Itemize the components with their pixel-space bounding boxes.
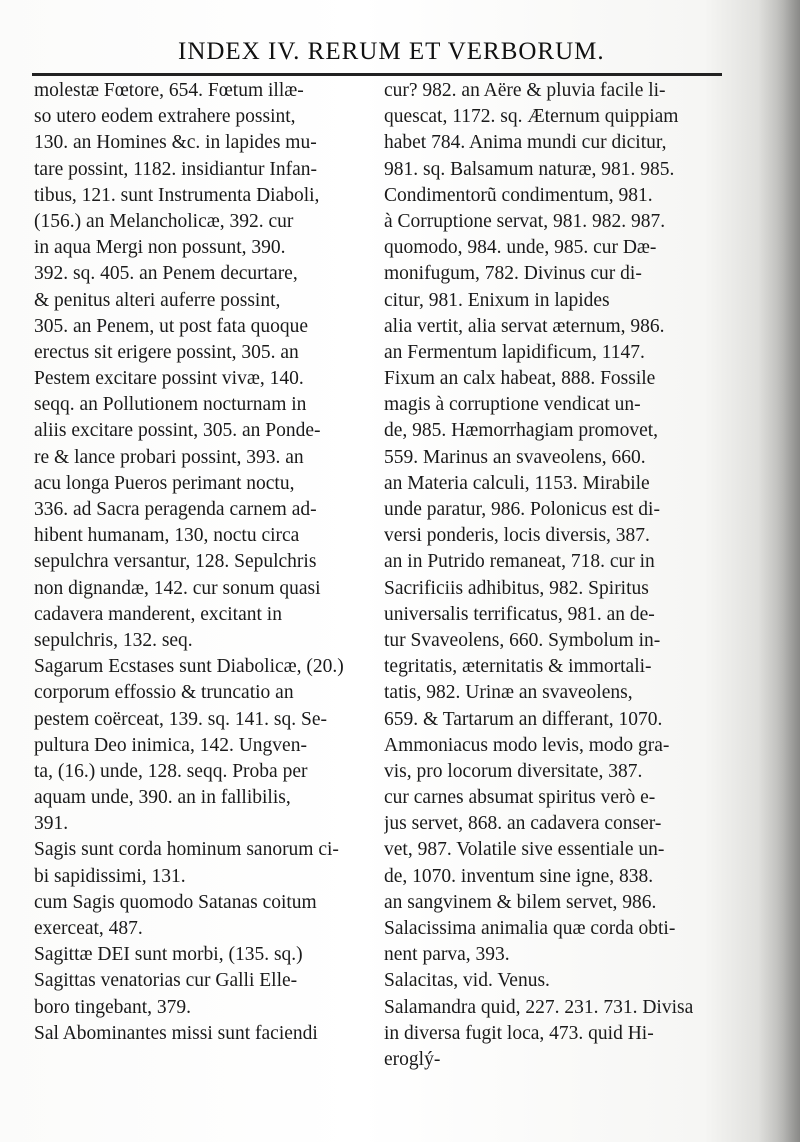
index-line: vet, 987. Volatile sive essentiale un-	[384, 839, 665, 861]
index-line: sepulchra versantur, 128. Sepulchris	[34, 551, 317, 573]
index-line: hibent humanam, 130, noctu circa	[34, 525, 300, 547]
index-line: jus servet, 868. an cadavera conser-	[384, 813, 662, 835]
page-edge-shadow	[758, 0, 800, 1142]
index-line: universalis terrificatus, 981. an de-	[384, 603, 655, 625]
index-line: Sagittas venatorias cur Galli Elle-	[34, 970, 298, 992]
index-line: ta, (16.) unde, 128. seqq. Proba per	[34, 760, 308, 782]
index-line: pultura Deo inimica, 142. Ungven-	[34, 734, 307, 756]
index-line: versi ponderis, locis diversis, 387.	[384, 525, 650, 547]
index-column-left	[34, 78, 386, 1047]
index-line: 392. sq. 405. an Penem decurtare,	[34, 263, 298, 285]
index-line: Sagis sunt corda hominum sanorum ci-	[34, 839, 339, 861]
index-line: unde paratur, 986. Polonicus est di-	[384, 499, 660, 520]
index-line: Sagarum Ecstases sunt Diabolicæ, (20.)	[34, 656, 344, 678]
index-line: habet 784. Anima mundi cur dicitur,	[384, 132, 667, 154]
index-line: Sagittæ DEI sunt morbi, (135. sq.)	[34, 944, 303, 966]
index-line: quomodo, 984. unde, 985. cur Dæ-	[384, 237, 657, 259]
index-line: cur? 982. an Aëre & pluvia facile li-	[384, 80, 666, 101]
index-line: & penitus alteri auferre possint,	[34, 289, 281, 311]
index-line: Salamandra quid, 227. 231. 731. Divisa	[384, 996, 694, 1018]
index-line: 130. an Homines &c. in lapides mu-	[34, 132, 317, 154]
index-line: pestem coërceat, 139. sq. 141. sq. Se-	[34, 708, 327, 730]
index-line: boro tingebant, 379.	[34, 996, 192, 1018]
index-line: Ammoniacus modo levis, modo gra-	[384, 734, 670, 756]
index-line: de, 1070. inventum sine igne, 838.	[384, 865, 654, 887]
index-line: tare possint, 1182. insidiantur Infan-	[34, 158, 318, 180]
index-line: an in Putrido remaneat, 718. cur in	[384, 551, 655, 573]
index-line: quescat, 1172. sq. Æternum quippiam	[384, 106, 679, 128]
index-line: cum Sagis quomodo Satanas coitum	[34, 891, 317, 913]
index-line: (156.) an Melancholicæ, 392. cur	[34, 210, 294, 232]
index-line: 559. Marinus an svaveolens, 660.	[384, 446, 646, 468]
index-line: so utero eodem extrahere possint,	[34, 106, 296, 128]
header-rule	[32, 73, 722, 76]
index-line: an Fermentum lapidificum, 1147.	[384, 341, 645, 363]
index-line: Pestem excitare possint vivæ, 140.	[34, 368, 304, 390]
index-line: acu longa Pueros perimant noctu,	[34, 472, 295, 494]
index-line: erectus sit erigere possint, 305. an	[34, 341, 299, 363]
index-line: Sacrificiis adhibitus, 982. Spiritus	[384, 577, 649, 599]
index-line: aliis excitare possint, 305. an Ponde-	[34, 420, 321, 442]
index-line: an sangvinem & bilem servet, 986.	[384, 891, 657, 913]
index-line: an Materia calculi, 1153. Mirabile	[384, 472, 650, 494]
index-line: seqq. an Pollutionem nocturnam in	[34, 394, 307, 416]
index-line: 336. ad Sacra peragenda carnem ad-	[34, 499, 317, 520]
index-line: corporum effossio & truncatio an	[34, 682, 294, 704]
index-line: magis à corruptione vendicat un-	[384, 394, 641, 416]
index-line: 981. sq. Balsamum naturæ, 981. 985.	[384, 158, 675, 180]
index-line: monifugum, 782. Divinus cur di-	[384, 263, 642, 285]
index-line: Salacitas, vid. Venus.	[384, 970, 550, 992]
index-line: bi sapidissimi, 131.	[34, 865, 186, 887]
index-line: tur Svaveolens, 660. Symbolum in-	[384, 629, 661, 651]
index-line: 391.	[34, 813, 69, 835]
index-line: de, 985. Hæmorrhagiam promovet,	[384, 420, 659, 442]
index-column-right	[384, 78, 724, 1073]
index-line: tibus, 121. sunt Instrumenta Diaboli,	[34, 184, 320, 206]
index-line: cur carnes absumat spiritus verò e-	[384, 787, 656, 809]
index-line: molestæ Fœtore, 654. Fœtum illæ-	[34, 80, 304, 101]
index-line: à Corruptione servat, 981. 982. 987.	[384, 210, 666, 232]
index-line: vis, pro locorum diversitate, 387.	[384, 760, 643, 782]
index-line: nent parva, 393.	[384, 944, 510, 966]
index-line: citur, 981. Enixum in lapides	[384, 289, 610, 311]
index-line: sepulchris, 132. seq.	[34, 629, 193, 651]
running-header: INDEX IV. RERUM ET VERBORUM.	[178, 38, 605, 65]
index-line: Fixum an calx habeat, 888. Fossile	[384, 368, 656, 390]
index-line: 659. & Tartarum an differant, 1070.	[384, 708, 663, 730]
index-line: re & lance probari possint, 393. an	[34, 446, 304, 468]
index-line: 305. an Penem, ut post fata quoque	[34, 315, 309, 337]
index-line: tatis, 982. Urinæ an svaveolens,	[384, 682, 633, 704]
index-line: aquam unde, 390. an in fallibilis,	[34, 787, 291, 809]
index-line: eroglý-	[384, 1048, 441, 1070]
index-line: exerceat, 487.	[34, 918, 143, 939]
index-line: Salacissima animalia quæ corda obti-	[384, 918, 676, 939]
index-line: alia vertit, alia servat æternum, 986.	[384, 315, 665, 337]
index-line: in diversa fugit loca, 473. quid Hi-	[384, 1022, 654, 1044]
index-line: tegritatis, æternitatis & immortali-	[384, 656, 652, 678]
index-line: in aqua Mergi non possunt, 390.	[34, 237, 286, 259]
index-line: cadavera manderent, excitant in	[34, 603, 282, 625]
index-line: Condimentorũ condimentum, 981.	[384, 184, 653, 206]
index-line: Sal Abominantes missi sunt faciendi	[34, 1022, 318, 1044]
index-line: non dignandæ, 142. cur sonum quasi	[34, 577, 321, 599]
